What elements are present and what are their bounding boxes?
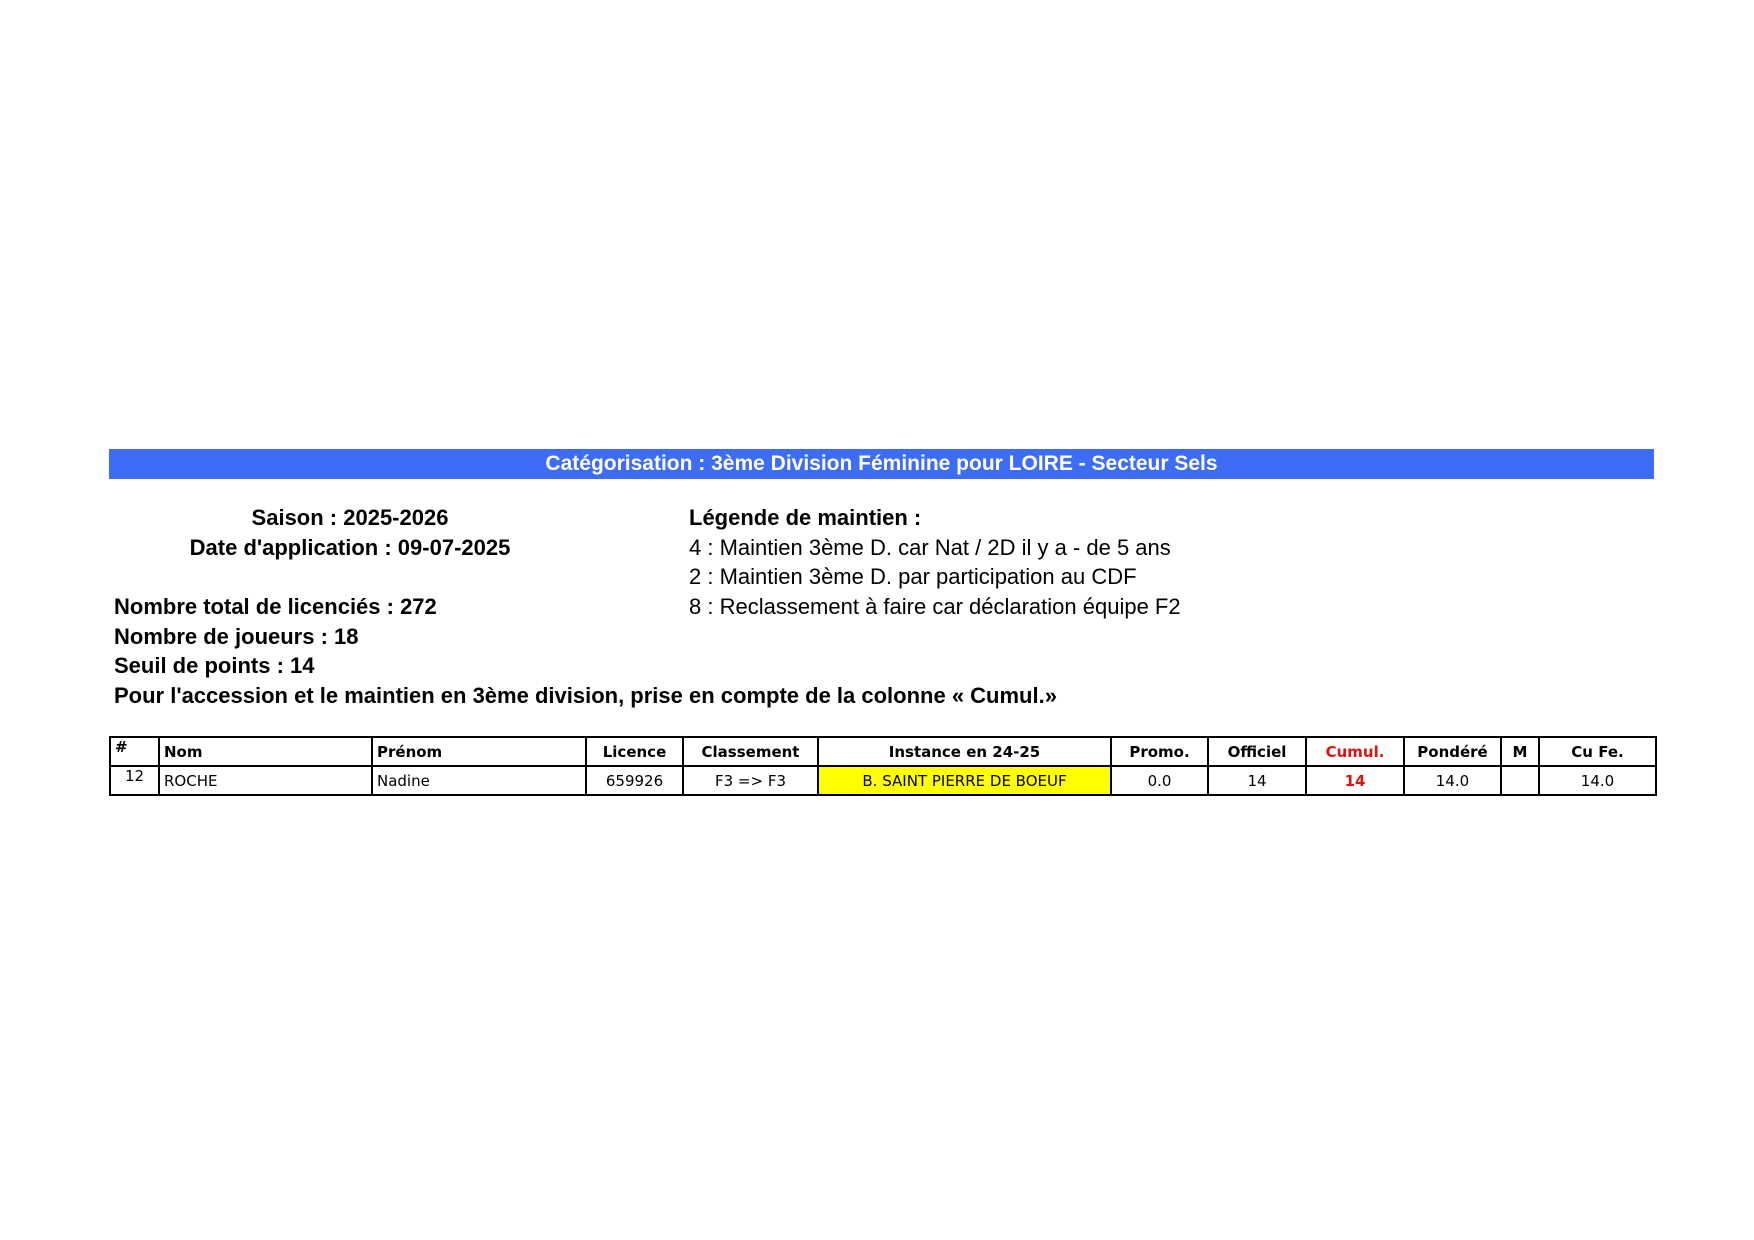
- cell-prenom: Nadine: [372, 766, 586, 795]
- cell-officiel: 14: [1208, 766, 1306, 795]
- column-header-cu-fe: Cu Fe.: [1539, 737, 1656, 766]
- cell-index: 12: [110, 766, 159, 795]
- page-title-banner: Catégorisation : 3ème Division Féminine pour LOIRE - Secteur Sels: [109, 449, 1654, 479]
- column-header-m: M: [1501, 737, 1539, 766]
- legend-title: Légende de maintien :: [689, 505, 922, 530]
- column-header-promo: Promo.: [1111, 737, 1208, 766]
- cell-classement: F3 => F3: [683, 766, 818, 795]
- cumul-note: Pour l'accession et le maintien en 3ème division, prise en compte de la colonne « Cumul.»: [114, 683, 1057, 708]
- column-header-nom: Nom: [159, 737, 372, 766]
- legend-item: 8 : Reclassement à faire car déclaration équipe F2: [689, 594, 1181, 619]
- column-header-instance: Instance en 24-25: [818, 737, 1111, 766]
- cell-cu-fe: 14.0: [1539, 766, 1656, 795]
- column-header-cumul: Cumul.: [1306, 737, 1404, 766]
- cell-cumul: 14: [1306, 766, 1404, 795]
- cell-promo: 0.0: [1111, 766, 1208, 795]
- total-licensees-label: Nombre total de licenciés : 272: [114, 594, 437, 619]
- points-threshold-label: Seuil de points : 14: [114, 653, 315, 678]
- column-header-licence: Licence: [586, 737, 683, 766]
- column-header-pondere: Pondéré: [1404, 737, 1501, 766]
- table-row: [110, 766, 1656, 795]
- legend-item: 4 : Maintien 3ème D. car Nat / 2D il y a - de 5 ans: [689, 535, 1171, 560]
- cell-instance: B. SAINT PIERRE DE BOEUF: [818, 766, 1111, 795]
- application-date-label: Date d'application : 09-07-2025: [189, 535, 511, 560]
- column-header-prenom: Prénom: [372, 737, 586, 766]
- player-table: [109, 736, 1657, 796]
- legend-item: 2 : Maintien 3ème D. par participation au CDF: [689, 564, 1137, 589]
- season-label: Saison : 2025-2026: [251, 505, 449, 530]
- cell-pondere: 14.0: [1404, 766, 1501, 795]
- table-header-row: [110, 737, 1656, 766]
- column-header-index: #: [110, 737, 159, 766]
- column-header-officiel: Officiel: [1208, 737, 1306, 766]
- column-header-classement: Classement: [683, 737, 818, 766]
- cell-m: [1501, 766, 1539, 795]
- player-count-label: Nombre de joueurs : 18: [114, 624, 359, 649]
- cell-nom: ROCHE: [159, 766, 372, 795]
- cell-licence: 659926: [586, 766, 683, 795]
